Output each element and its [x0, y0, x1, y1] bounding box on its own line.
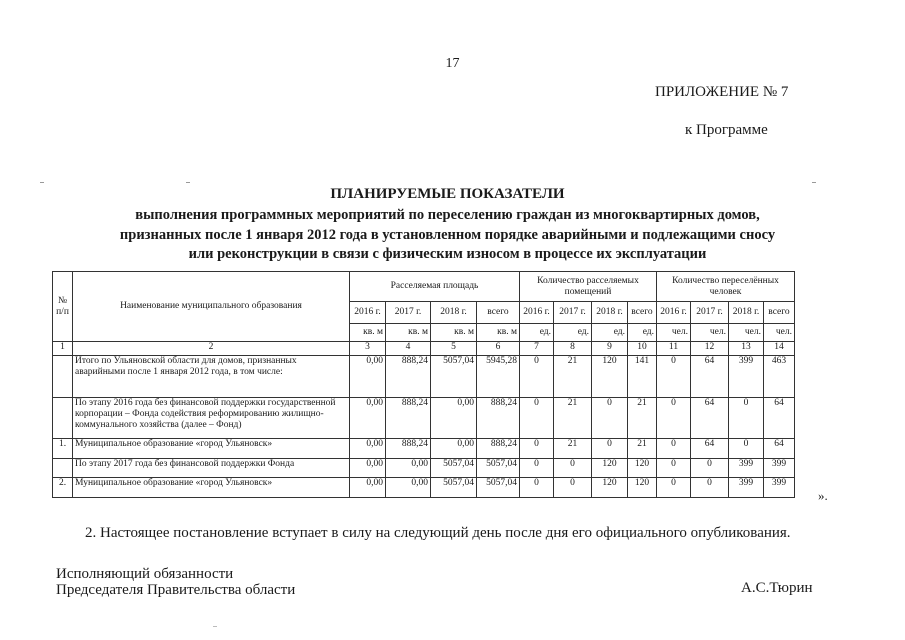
row-value: 64: [764, 439, 795, 459]
unit-header: чел.: [764, 324, 795, 342]
row-value: 0,00: [350, 459, 386, 478]
year-header: всего: [764, 302, 795, 324]
year-header: 2018 г.: [592, 302, 628, 324]
column-number: 11: [657, 342, 691, 356]
unit-header: ед.: [628, 324, 657, 342]
unit-header: кв. м: [350, 324, 386, 342]
paragraph-2: 2. Настоящее постановление вступает в силу на следующий день после дня его официального опубликования.: [85, 525, 791, 541]
col-num-header: № п/п: [53, 272, 73, 342]
column-number: 5: [431, 342, 477, 356]
row-value: 0: [554, 478, 592, 498]
row-number: 1.: [53, 439, 73, 459]
row-value: 0,00: [431, 398, 477, 439]
column-number: 3: [350, 342, 386, 356]
year-header: всего: [628, 302, 657, 324]
row-value: 5057,04: [431, 356, 477, 398]
row-name: По этапу 2017 года без финансовой поддержки Фонда: [73, 459, 350, 478]
row-value: 0,00: [431, 439, 477, 459]
column-number: 14: [764, 342, 795, 356]
column-number: 4: [386, 342, 431, 356]
row-value: 64: [691, 356, 729, 398]
row-value: 463: [764, 356, 795, 398]
row-value: 0: [729, 439, 764, 459]
row-value: 0: [592, 439, 628, 459]
table-row: [53, 478, 795, 498]
row-value: 64: [691, 398, 729, 439]
row-value: 21: [628, 439, 657, 459]
row-value: 120: [592, 356, 628, 398]
row-number: [53, 398, 73, 439]
row-value: 0: [691, 459, 729, 478]
to-program-label: к Программе: [685, 122, 768, 138]
unit-header: ед.: [592, 324, 628, 342]
row-value: 120: [592, 478, 628, 498]
row-number: [53, 459, 73, 478]
column-number: 10: [628, 342, 657, 356]
row-value: 21: [554, 356, 592, 398]
row-value: 888,24: [386, 398, 431, 439]
column-number: 6: [477, 342, 520, 356]
column-number: 2: [73, 342, 350, 356]
title-line-4: или реконструкции в связи с физическим износом в процессе их эксплуатации: [188, 246, 707, 262]
row-value: 0: [657, 439, 691, 459]
row-value: 120: [628, 459, 657, 478]
row-value: 0,00: [350, 478, 386, 498]
row-value: 0,00: [350, 439, 386, 459]
column-number: 12: [691, 342, 729, 356]
table-row: [53, 356, 795, 398]
page-number: 17: [445, 56, 460, 71]
unit-header: чел.: [691, 324, 729, 342]
table-row: [53, 439, 795, 459]
row-value: 64: [764, 398, 795, 439]
row-value: 0: [520, 439, 554, 459]
column-number: 8: [554, 342, 592, 356]
year-header: 2018 г.: [729, 302, 764, 324]
row-value: 888,24: [477, 439, 520, 459]
row-value: 120: [592, 459, 628, 478]
row-name: Муниципальное образование «город Ульяновск»: [73, 439, 350, 459]
title-heading: ПЛАНИРУЕМЫЕ ПОКАЗАТЕЛИ: [330, 186, 565, 202]
unit-header: чел.: [657, 324, 691, 342]
row-value: 888,24: [386, 356, 431, 398]
unit-header: кв. м: [477, 324, 520, 342]
unit-header: кв. м: [431, 324, 477, 342]
area-group-header: Расселяемая площадь: [350, 272, 520, 302]
row-value: 5057,04: [431, 478, 477, 498]
row-value: 21: [554, 439, 592, 459]
scan-mark: [40, 182, 44, 183]
year-header: 2017 г.: [554, 302, 592, 324]
row-value: 21: [554, 398, 592, 439]
row-value: 0,00: [350, 398, 386, 439]
unit-header: ед.: [554, 324, 592, 342]
row-number: 2.: [53, 478, 73, 498]
row-number: [53, 356, 73, 398]
row-value: 888,24: [386, 439, 431, 459]
row-name: По этапу 2016 года без финансовой поддержки государственной корпорации – Фонда содействия реформированию жилищно-коммунального хозяйства (далее – Фонд): [73, 398, 350, 439]
row-value: 5945,28: [477, 356, 520, 398]
row-value: 399: [764, 459, 795, 478]
row-value: 399: [764, 478, 795, 498]
row-value: 5057,04: [477, 459, 520, 478]
scan-mark: [186, 182, 190, 183]
row-value: 0,00: [386, 459, 431, 478]
row-value: 0: [657, 478, 691, 498]
signer-position-line-2: Председателя Правительства области: [56, 582, 296, 598]
row-value: 21: [628, 398, 657, 439]
row-value: 5057,04: [431, 459, 477, 478]
year-header: всего: [477, 302, 520, 324]
unit-header: кв. м: [386, 324, 431, 342]
year-header: 2016 г.: [350, 302, 386, 324]
scan-mark: [213, 626, 217, 627]
unit-header: чел.: [729, 324, 764, 342]
col-name-header: Наименование муниципального образования: [73, 272, 350, 342]
row-value: 399: [729, 478, 764, 498]
row-value: 120: [628, 478, 657, 498]
row-value: 0,00: [386, 478, 431, 498]
people-group-header: Количество переселённых человек: [657, 272, 795, 302]
year-header: 2017 г.: [691, 302, 729, 324]
row-value: 0,00: [350, 356, 386, 398]
title-line-2: выполнения программных мероприятий по переселению граждан из многоквартирных домов,: [135, 207, 760, 223]
table-row: [53, 459, 795, 478]
row-value: 0: [520, 478, 554, 498]
row-value: 0: [554, 459, 592, 478]
row-name: Муниципальное образование «город Ульяновск»: [73, 478, 350, 498]
year-header: 2017 г.: [386, 302, 431, 324]
rooms-group-header: Количество расселяемых помещений: [520, 272, 657, 302]
year-header: 2016 г.: [520, 302, 554, 324]
row-value: 5057,04: [477, 478, 520, 498]
row-name: Итого по Ульяновской области для домов, признанных аварийными после 1 января 2012 года, в том числе:: [73, 356, 350, 398]
row-value: 0: [520, 459, 554, 478]
year-header: 2018 г.: [431, 302, 477, 324]
row-value: 0: [657, 356, 691, 398]
year-header: 2016 г.: [657, 302, 691, 324]
table-closing-quote: ».: [818, 488, 828, 503]
column-number: 1: [53, 342, 73, 356]
signer-position-line-1: Исполняющий обязанности: [56, 566, 234, 582]
row-value: 0: [520, 356, 554, 398]
row-value: 0: [520, 398, 554, 439]
row-value: 888,24: [477, 398, 520, 439]
title-line-3: признанных после 1 января 2012 года в установленном порядке аварийными и подлежащими сносу: [119, 227, 776, 243]
row-value: 399: [729, 356, 764, 398]
row-value: 0: [691, 478, 729, 498]
column-number: 13: [729, 342, 764, 356]
column-number: 7: [520, 342, 554, 356]
indicators-table: [52, 271, 795, 498]
row-value: 0: [592, 398, 628, 439]
appendix-label: ПРИЛОЖЕНИЕ № 7: [655, 84, 789, 100]
column-number: 9: [592, 342, 628, 356]
row-value: 399: [729, 459, 764, 478]
row-value: 0: [657, 459, 691, 478]
signer-name: А.С.Тюрин: [741, 580, 813, 596]
unit-header: ед.: [520, 324, 554, 342]
row-value: 0: [657, 398, 691, 439]
table-row: [53, 398, 795, 439]
row-value: 0: [729, 398, 764, 439]
scan-mark: [812, 182, 816, 183]
row-value: 141: [628, 356, 657, 398]
row-value: 64: [691, 439, 729, 459]
